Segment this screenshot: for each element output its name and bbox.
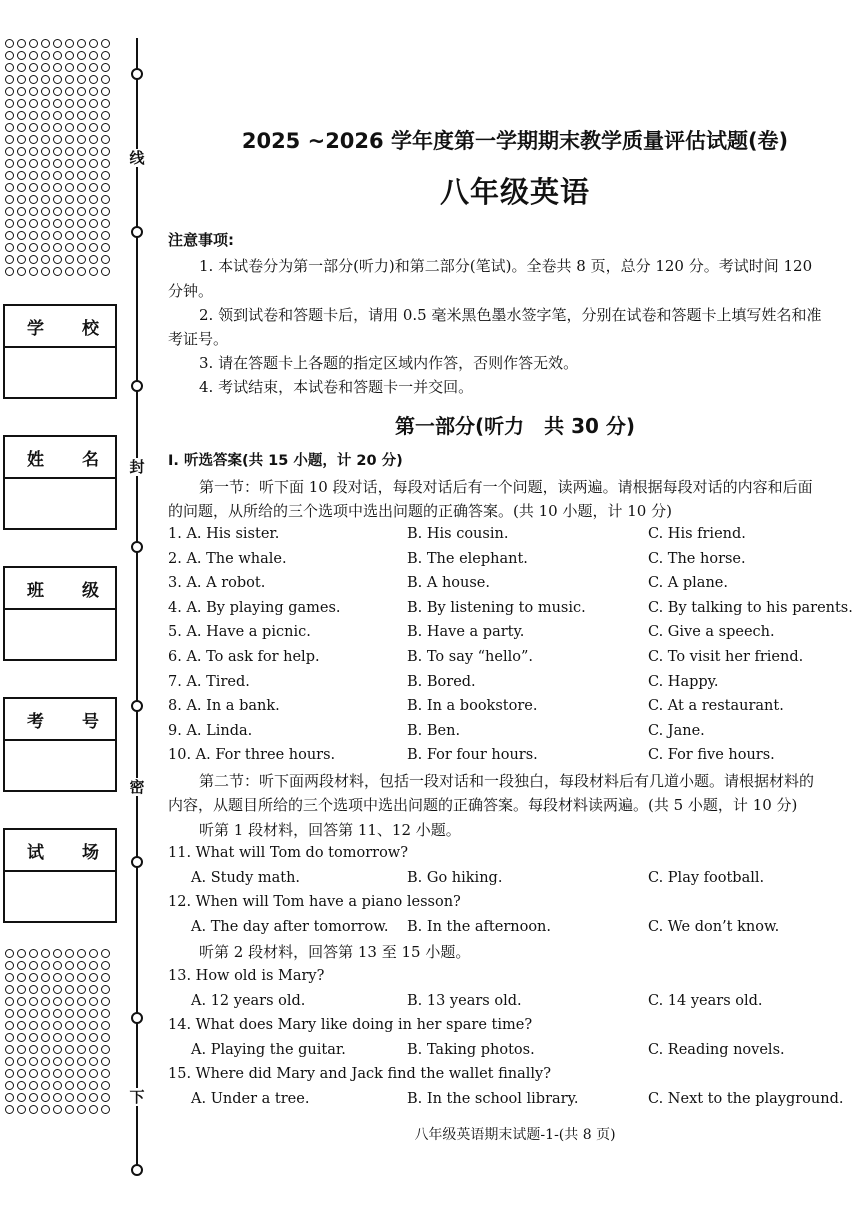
dot-circle-icon	[89, 183, 98, 192]
section-heading: Ⅰ. 听选答案(共 15 小题，计 20 分)	[168, 453, 403, 469]
dot-circle-icon	[53, 159, 62, 168]
dot-circle-icon	[29, 135, 38, 144]
option-c: C. For five hours.	[648, 747, 775, 764]
dot-circle-icon	[101, 267, 110, 276]
dot-circle-icon	[17, 39, 26, 48]
question-row	[0, 1017, 867, 1039]
option-b: B. By listening to music.	[407, 599, 586, 616]
dot-circle-icon	[65, 123, 74, 132]
dot-circle-icon	[5, 39, 14, 48]
dot-circle-icon	[89, 207, 98, 216]
dot-circle-icon	[5, 51, 14, 60]
dot-circle-icon	[17, 171, 26, 180]
dot-circle-icon	[53, 75, 62, 84]
dot-circle-icon	[53, 207, 62, 216]
option-b: B. Taking photos.	[407, 1042, 535, 1058]
notice-line: 2. 领到试卷和答题卡后，请用 0.5 毫米黑色墨水签字笔，分别在试卷和答题卡上填写姓名和准	[199, 306, 822, 324]
dot-circle-icon	[89, 111, 98, 120]
option-b: B. In a bookstore.	[407, 698, 538, 715]
question-option-a: 4. A. By playing games.	[168, 599, 341, 616]
question-row	[0, 624, 867, 646]
dot-circle-icon	[65, 39, 74, 48]
dot-circle-icon	[77, 111, 86, 120]
dot-circle-icon	[41, 255, 50, 264]
sec2-intro-line: 内容，从题目所给的三个选项中选出问题的正确答案。每段材料读两遍。(共 5 小题，计 10 分)	[168, 796, 798, 814]
exam-number-label-2: 号	[82, 711, 99, 732]
dot-circle-icon	[53, 111, 62, 120]
notice-line: 4. 考试结束，本试卷和答题卡一并交回。	[199, 378, 474, 396]
dot-circle-icon	[77, 99, 86, 108]
dot-circle-icon	[41, 51, 50, 60]
dot-circle-icon	[101, 87, 110, 96]
school-label-1: 学	[27, 318, 44, 339]
dot-circle-icon	[53, 183, 62, 192]
dot-circle-icon	[65, 183, 74, 192]
dot-circle-icon	[41, 171, 50, 180]
dot-circle-icon	[89, 147, 98, 156]
dot-circle-icon	[89, 243, 98, 252]
part1-title: 第一部分(听力 共 30 分)	[394, 414, 636, 438]
question-option-a: 5. A. Have a picnic.	[168, 624, 311, 641]
dot-circle-icon	[77, 949, 86, 958]
dot-circle-icon	[53, 243, 62, 252]
option-c: C. 14 years old.	[648, 993, 763, 1009]
sec1-intro-line: 第一节：听下面 10 段对话，每段对话后有一个问题，读两遍。请根据每段对话的内容和后面	[199, 478, 813, 496]
dot-circle-icon	[17, 207, 26, 216]
dot-circle-icon	[89, 63, 98, 72]
dot-circle-icon	[17, 255, 26, 264]
question-row	[0, 649, 867, 671]
dot-circle-icon	[65, 51, 74, 60]
dot-circle-icon	[89, 51, 98, 60]
option-row	[0, 1091, 867, 1113]
notice-line: 1. 本试卷分为第一部分(听力)和第二部分(笔试)。全卷共 8 页，总分 120 分。考试时间 120	[199, 257, 813, 275]
question-row	[0, 723, 867, 745]
option-c: C. Jane.	[648, 722, 705, 739]
dot-circle-icon	[65, 255, 74, 264]
question-row	[0, 968, 867, 990]
dot-circle-icon	[17, 147, 26, 156]
seal-char-mi: 密	[127, 778, 147, 796]
dot-circle-icon	[65, 147, 74, 156]
dot-circle-icon	[101, 75, 110, 84]
dot-circle-icon	[89, 267, 98, 276]
question-option-a: 7. A. Tired.	[168, 673, 250, 690]
dot-circle-icon	[5, 99, 14, 108]
dot-circle-icon	[53, 949, 62, 958]
dot-circle-icon	[29, 183, 38, 192]
dot-circle-icon	[29, 123, 38, 132]
dot-circle-icon	[29, 243, 38, 252]
material2-note: 听第 2 段材料，回答第 13 至 15 小题。	[199, 943, 471, 961]
dot-circle-icon	[53, 147, 62, 156]
sec1-intro-line: 的问题，从所给的三个选项中选出问题的正确答案。(共 10 小题，计 10 分)	[168, 502, 672, 520]
option-c: C. At a restaurant.	[648, 698, 784, 715]
question-option-a: 6. A. To ask for help.	[168, 649, 320, 665]
dot-circle-icon	[17, 195, 26, 204]
option-b: B. Go hiking.	[407, 870, 503, 886]
question-row	[0, 575, 867, 597]
question-stem: 15. Where did Mary and Jack find the wallet finally?	[168, 1066, 551, 1082]
dot-circle-icon	[17, 87, 26, 96]
option-b: B. To say “hello”.	[407, 649, 534, 665]
dot-circle-icon	[29, 159, 38, 168]
dot-circle-icon	[89, 171, 98, 180]
dot-circle-icon	[5, 159, 14, 168]
dot-circle-icon	[77, 207, 86, 216]
option-c: C. Happy.	[648, 673, 719, 690]
dot-circle-icon	[17, 111, 26, 120]
dot-circle-icon	[77, 231, 86, 240]
dot-circle-icon	[5, 135, 14, 144]
name-box	[3, 435, 117, 530]
dot-circle-icon	[5, 231, 14, 240]
option-a: A. Under a tree.	[191, 1091, 310, 1107]
dot-circle-icon	[65, 243, 74, 252]
question-row	[0, 526, 867, 548]
dot-circle-icon	[77, 75, 86, 84]
dot-circle-icon	[17, 183, 26, 192]
option-b: B. His cousin.	[407, 526, 509, 542]
dot-circle-icon	[53, 267, 62, 276]
dot-circle-icon	[65, 63, 74, 72]
dot-circle-icon	[89, 39, 98, 48]
dot-circle-icon	[101, 243, 110, 252]
dot-circle-icon	[77, 123, 86, 132]
dot-circle-icon	[41, 111, 50, 120]
seal-ring-icon	[131, 1164, 143, 1176]
dot-circle-icon	[101, 51, 110, 60]
option-row	[0, 993, 867, 1015]
question-stem: 13. How old is Mary?	[168, 968, 325, 984]
dot-circle-icon	[101, 99, 110, 108]
dot-circle-icon	[77, 219, 86, 228]
option-c: C. The horse.	[648, 550, 746, 567]
dot-circle-icon	[29, 949, 38, 958]
option-c: C. Reading novels.	[648, 1042, 785, 1058]
dot-circle-icon	[101, 111, 110, 120]
question-option-a: 9. A. Linda.	[168, 722, 253, 739]
dot-circle-icon	[17, 63, 26, 72]
question-row	[0, 600, 867, 622]
dot-circle-icon	[65, 111, 74, 120]
dot-circle-icon	[53, 135, 62, 144]
dot-circle-icon	[29, 63, 38, 72]
dot-circle-icon	[65, 219, 74, 228]
dot-circle-icon	[41, 87, 50, 96]
option-a: A. Playing the guitar.	[191, 1042, 346, 1058]
dot-circle-icon	[101, 949, 110, 958]
dot-circle-icon	[53, 87, 62, 96]
dot-circle-icon	[5, 183, 14, 192]
seal-ring-icon	[131, 68, 143, 80]
option-b: B. For four hours.	[407, 747, 538, 764]
dot-circle-icon	[41, 231, 50, 240]
option-b: B. Bored.	[407, 673, 476, 690]
dot-circle-icon	[53, 171, 62, 180]
dot-circle-icon	[41, 183, 50, 192]
option-c: C. Give a speech.	[648, 624, 775, 641]
dot-circle-icon	[29, 267, 38, 276]
question-option-a: 8. A. In a bank.	[168, 698, 280, 715]
dot-circle-icon	[65, 75, 74, 84]
dot-circle-icon	[5, 219, 14, 228]
option-a: A. Study math.	[191, 870, 301, 886]
dot-circle-icon	[17, 135, 26, 144]
dot-circle-icon	[89, 219, 98, 228]
dot-circle-icon	[41, 243, 50, 252]
dot-circle-icon	[5, 171, 14, 180]
dot-circle-icon	[65, 195, 74, 204]
dot-circle-icon	[77, 159, 86, 168]
dot-circle-icon	[101, 159, 110, 168]
dot-circle-icon	[29, 75, 38, 84]
dot-circle-icon	[5, 123, 14, 132]
question-row	[0, 894, 867, 916]
exam-subtitle: 八年级英语	[439, 175, 590, 209]
dot-circle-icon	[53, 39, 62, 48]
dot-circle-icon	[89, 99, 98, 108]
dot-circle-icon	[77, 147, 86, 156]
dot-circle-icon	[41, 39, 50, 48]
dot-circle-icon	[65, 171, 74, 180]
dot-circle-icon	[89, 255, 98, 264]
dot-circle-icon	[29, 231, 38, 240]
exam-number-label-1: 考	[27, 711, 44, 732]
dot-circle-icon	[77, 171, 86, 180]
option-c: C. To visit her friend.	[648, 649, 804, 665]
question-row	[0, 551, 867, 573]
dot-circle-icon	[17, 243, 26, 252]
name-label-1: 姓	[27, 449, 44, 470]
dot-circle-icon	[89, 159, 98, 168]
dot-circle-icon	[41, 207, 50, 216]
question-row	[0, 1066, 867, 1088]
dot-circle-icon	[41, 135, 50, 144]
dot-circle-icon	[41, 147, 50, 156]
sec2-intro-line: 第二节：听下面两段材料，包括一段对话和一段独白，每段材料后有几道小题。请根据材料的	[199, 772, 815, 790]
notice-heading: 注意事项:	[168, 231, 234, 249]
dot-circle-icon	[41, 63, 50, 72]
option-b: B. In the afternoon.	[407, 919, 552, 935]
dot-circle-icon	[17, 267, 26, 276]
option-row	[0, 870, 867, 892]
dot-circle-icon	[65, 231, 74, 240]
seal-char-xian: 线	[127, 149, 147, 167]
dot-circle-icon	[101, 135, 110, 144]
seal-char-xia: 下	[127, 1088, 147, 1106]
dot-circle-icon	[89, 123, 98, 132]
dot-circle-icon	[29, 39, 38, 48]
option-b: B. 13 years old.	[407, 993, 522, 1009]
option-c: C. Next to the playground.	[648, 1091, 844, 1107]
option-c: C. Play football.	[648, 870, 765, 886]
dot-circle-icon	[5, 87, 14, 96]
seal-ring-icon	[131, 226, 143, 238]
dot-circle-icon	[53, 99, 62, 108]
dot-circle-icon	[101, 39, 110, 48]
dot-circle-icon	[77, 87, 86, 96]
question-option-a: 1. A. His sister.	[168, 526, 280, 542]
dot-circle-icon	[53, 219, 62, 228]
class-label-1: 班	[27, 580, 44, 601]
option-b: B. A house.	[407, 575, 490, 592]
dot-circle-icon	[29, 171, 38, 180]
dot-circle-icon	[29, 51, 38, 60]
dot-circle-icon	[101, 183, 110, 192]
dot-circle-icon	[77, 183, 86, 192]
dot-circle-icon	[41, 195, 50, 204]
option-b: B. The elephant.	[407, 550, 528, 567]
dot-circle-icon	[77, 195, 86, 204]
dot-circle-icon	[77, 63, 86, 72]
dot-circle-icon	[41, 75, 50, 84]
option-a: A. 12 years old.	[191, 993, 306, 1009]
dot-circle-icon	[5, 147, 14, 156]
question-row	[0, 845, 867, 867]
seal-char-feng: 封	[127, 458, 147, 476]
dot-circle-icon	[41, 159, 50, 168]
dot-circle-icon	[17, 159, 26, 168]
dot-circle-icon	[5, 75, 14, 84]
name-label-2: 名	[82, 449, 99, 470]
dot-circle-icon	[53, 231, 62, 240]
seal-ring-icon	[131, 380, 143, 392]
dot-circle-icon	[29, 111, 38, 120]
dot-circle-icon	[101, 63, 110, 72]
dot-circle-icon	[101, 195, 110, 204]
dot-circle-icon	[17, 219, 26, 228]
question-stem: 14. What does Mary like doing in her spare time?	[168, 1017, 533, 1033]
option-row	[0, 919, 867, 941]
dot-circle-icon	[41, 267, 50, 276]
dot-circle-icon	[17, 123, 26, 132]
dot-circle-icon	[5, 111, 14, 120]
dot-circle-icon	[41, 99, 50, 108]
dot-circle-icon	[53, 51, 62, 60]
dot-circle-icon	[101, 207, 110, 216]
dot-pattern-top	[4, 38, 116, 278]
dot-circle-icon	[5, 243, 14, 252]
dot-circle-icon	[17, 51, 26, 60]
dot-circle-icon	[89, 949, 98, 958]
option-row	[0, 1042, 867, 1064]
dot-circle-icon	[89, 231, 98, 240]
notice-line: 3. 请在答题卡上各题的指定区域内作答，否则作答无效。	[199, 354, 579, 372]
dot-circle-icon	[29, 255, 38, 264]
notice-line: 考证号。	[168, 330, 229, 348]
exam-room-label-1: 试	[27, 842, 44, 863]
dot-circle-icon	[41, 219, 50, 228]
school-box	[3, 304, 117, 399]
material1-note: 听第 1 段材料，回答第 11、12 小题。	[199, 821, 461, 839]
dot-circle-icon	[17, 99, 26, 108]
dot-circle-icon	[89, 135, 98, 144]
dot-circle-icon	[65, 99, 74, 108]
dot-circle-icon	[41, 123, 50, 132]
dot-circle-icon	[5, 949, 14, 958]
notice-line: 分钟。	[168, 282, 214, 300]
option-b: B. In the school library.	[407, 1091, 579, 1107]
class-label-2: 级	[82, 580, 99, 601]
dot-circle-icon	[41, 949, 50, 958]
question-stem: 12. When will Tom have a piano lesson?	[168, 894, 461, 910]
dot-circle-icon	[101, 171, 110, 180]
question-option-a: 3. A. A robot.	[168, 575, 266, 592]
dot-circle-icon	[77, 51, 86, 60]
page-footer: 八年级英语期末试题-1-(共 8 页)	[414, 1127, 616, 1143]
dot-circle-icon	[65, 949, 74, 958]
dot-circle-icon	[5, 267, 14, 276]
dot-circle-icon	[101, 219, 110, 228]
option-b: B. Ben.	[407, 722, 461, 739]
dot-circle-icon	[77, 255, 86, 264]
dot-circle-icon	[17, 231, 26, 240]
dot-circle-icon	[29, 195, 38, 204]
dot-circle-icon	[101, 147, 110, 156]
dot-circle-icon	[77, 39, 86, 48]
dot-circle-icon	[53, 195, 62, 204]
dot-circle-icon	[17, 949, 26, 958]
dot-circle-icon	[29, 147, 38, 156]
question-option-a: 2. A. The whale.	[168, 550, 287, 567]
exam-title: 2025 ~2026 学年度第一学期期末教学质量评估试题(卷)	[241, 129, 789, 153]
dot-circle-icon	[77, 267, 86, 276]
option-b: B. Have a party.	[407, 624, 525, 641]
option-c: C. His friend.	[648, 526, 746, 542]
dot-circle-icon	[101, 231, 110, 240]
question-row	[0, 747, 867, 769]
dot-circle-icon	[65, 207, 74, 216]
question-option-a: 10. A. For three hours.	[168, 747, 336, 764]
option-a: A. The day after tomorrow.	[191, 919, 389, 935]
school-label-2: 校	[82, 318, 99, 339]
option-c: C. A plane.	[648, 575, 728, 592]
dot-circle-icon	[29, 99, 38, 108]
dot-circle-icon	[77, 135, 86, 144]
dot-circle-icon	[65, 87, 74, 96]
dot-circle-icon	[65, 135, 74, 144]
dot-circle-icon	[17, 75, 26, 84]
dot-circle-icon	[89, 87, 98, 96]
dot-circle-icon	[53, 123, 62, 132]
dot-circle-icon	[53, 63, 62, 72]
option-c: C. By talking to his parents.	[648, 599, 853, 616]
dot-circle-icon	[5, 207, 14, 216]
dot-circle-icon	[29, 207, 38, 216]
question-row	[0, 698, 867, 720]
dot-circle-icon	[5, 195, 14, 204]
dot-circle-icon	[101, 123, 110, 132]
dot-circle-icon	[65, 267, 74, 276]
exam-room-label-2: 场	[82, 842, 99, 863]
dot-circle-icon	[89, 195, 98, 204]
dot-circle-icon	[29, 219, 38, 228]
dot-circle-icon	[53, 255, 62, 264]
dot-circle-icon	[101, 255, 110, 264]
dot-circle-icon	[77, 243, 86, 252]
dot-circle-icon	[29, 87, 38, 96]
dot-circle-icon	[65, 159, 74, 168]
question-row	[0, 674, 867, 696]
question-stem: 11. What will Tom do tomorrow?	[168, 845, 408, 861]
option-c: C. We don’t know.	[648, 919, 780, 935]
dot-circle-icon	[5, 63, 14, 72]
dot-circle-icon	[89, 75, 98, 84]
dot-circle-icon	[5, 255, 14, 264]
